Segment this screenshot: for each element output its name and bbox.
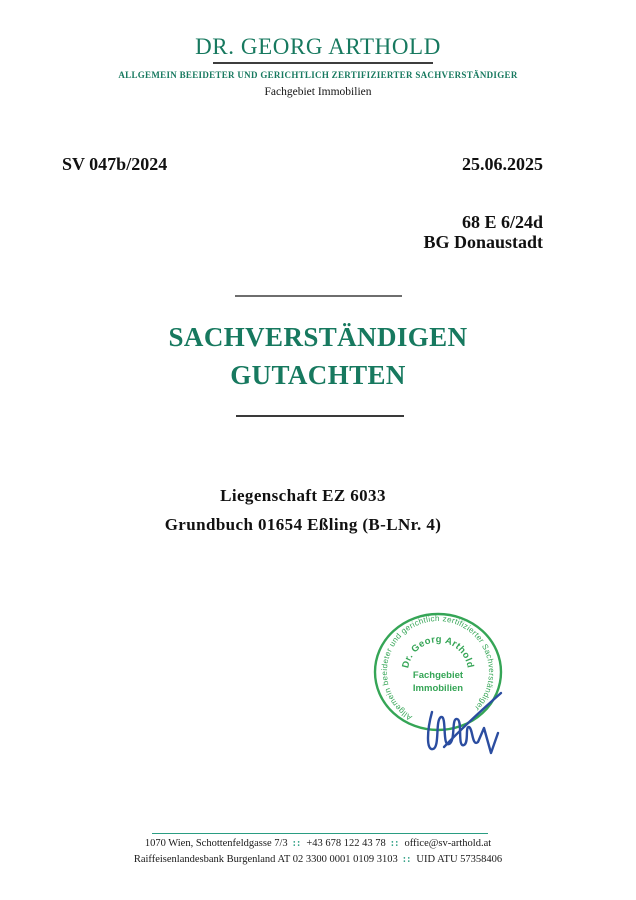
document-title: [0, 318, 636, 394]
file-number: SV 047b/2024: [62, 154, 168, 174]
document-title-line2: GUTACHTEN: [230, 360, 406, 390]
svg-text:Dr. Georg Arthold: [400, 634, 475, 669]
document-date: 25.06.2025: [462, 154, 543, 174]
footer-separator: ::: [390, 838, 400, 849]
certification-stamp: [352, 598, 522, 768]
subject-property: Liegenschaft EZ 6033: [220, 486, 386, 505]
footer-bank-line: [0, 854, 636, 865]
subject-land-register: Grundbuch 01654 Eßling (B-LNr. 4): [164, 515, 442, 534]
title-divider-bottom: [236, 415, 404, 417]
footer-phone: +43 678 122 43 78: [306, 838, 386, 849]
footer-rule: [152, 833, 488, 834]
footer-address: 1070 Wien, Schottenfeldgasse 7/3: [144, 838, 288, 849]
document-title-line1: SACHVERSTÄNDIGEN: [168, 322, 468, 352]
court-reference: [423, 212, 543, 252]
footer-separator: ::: [402, 854, 412, 865]
footer-uid: UID ATU 57358406: [416, 854, 503, 865]
stamp-name-text: Dr. Georg Arthold: [400, 634, 476, 670]
stamp-field-line1: Fachgebiet: [412, 670, 464, 681]
case-number: 68 E 6/24d: [461, 212, 543, 232]
title-divider-top: [235, 295, 402, 297]
footer-contact-line: [0, 838, 636, 849]
subject-block: [0, 481, 606, 539]
svg-text:Allgemein beeideter und gerich: [380, 614, 496, 722]
footer-bank: Raiffeisenlandesbank Burgenland AT 02 3300 0001 0109 3103: [133, 854, 398, 865]
footer-separator: ::: [292, 838, 302, 849]
footer-email: office@sv-arthold.at: [404, 838, 492, 849]
letterhead-specialty: Fachgebiet Immobilien: [264, 86, 372, 98]
letterhead-subtitle: ALLGEMEIN BEEIDETER UND GERICHTLICH ZERTIFIZIERTER SACHVERSTÄNDIGER: [118, 70, 518, 80]
letterhead-name: DR. GEORG ARTHOLD: [195, 34, 441, 59]
letterhead-rule: [213, 62, 433, 64]
signature: [428, 693, 501, 753]
stamp-field-line2: Immobilien: [412, 683, 464, 694]
court-name: BG Donaustadt: [423, 232, 543, 252]
stamp-ring-text: Allgemein beeideter und gerichtlich zertifizierter Sachverständiger: [379, 613, 497, 723]
